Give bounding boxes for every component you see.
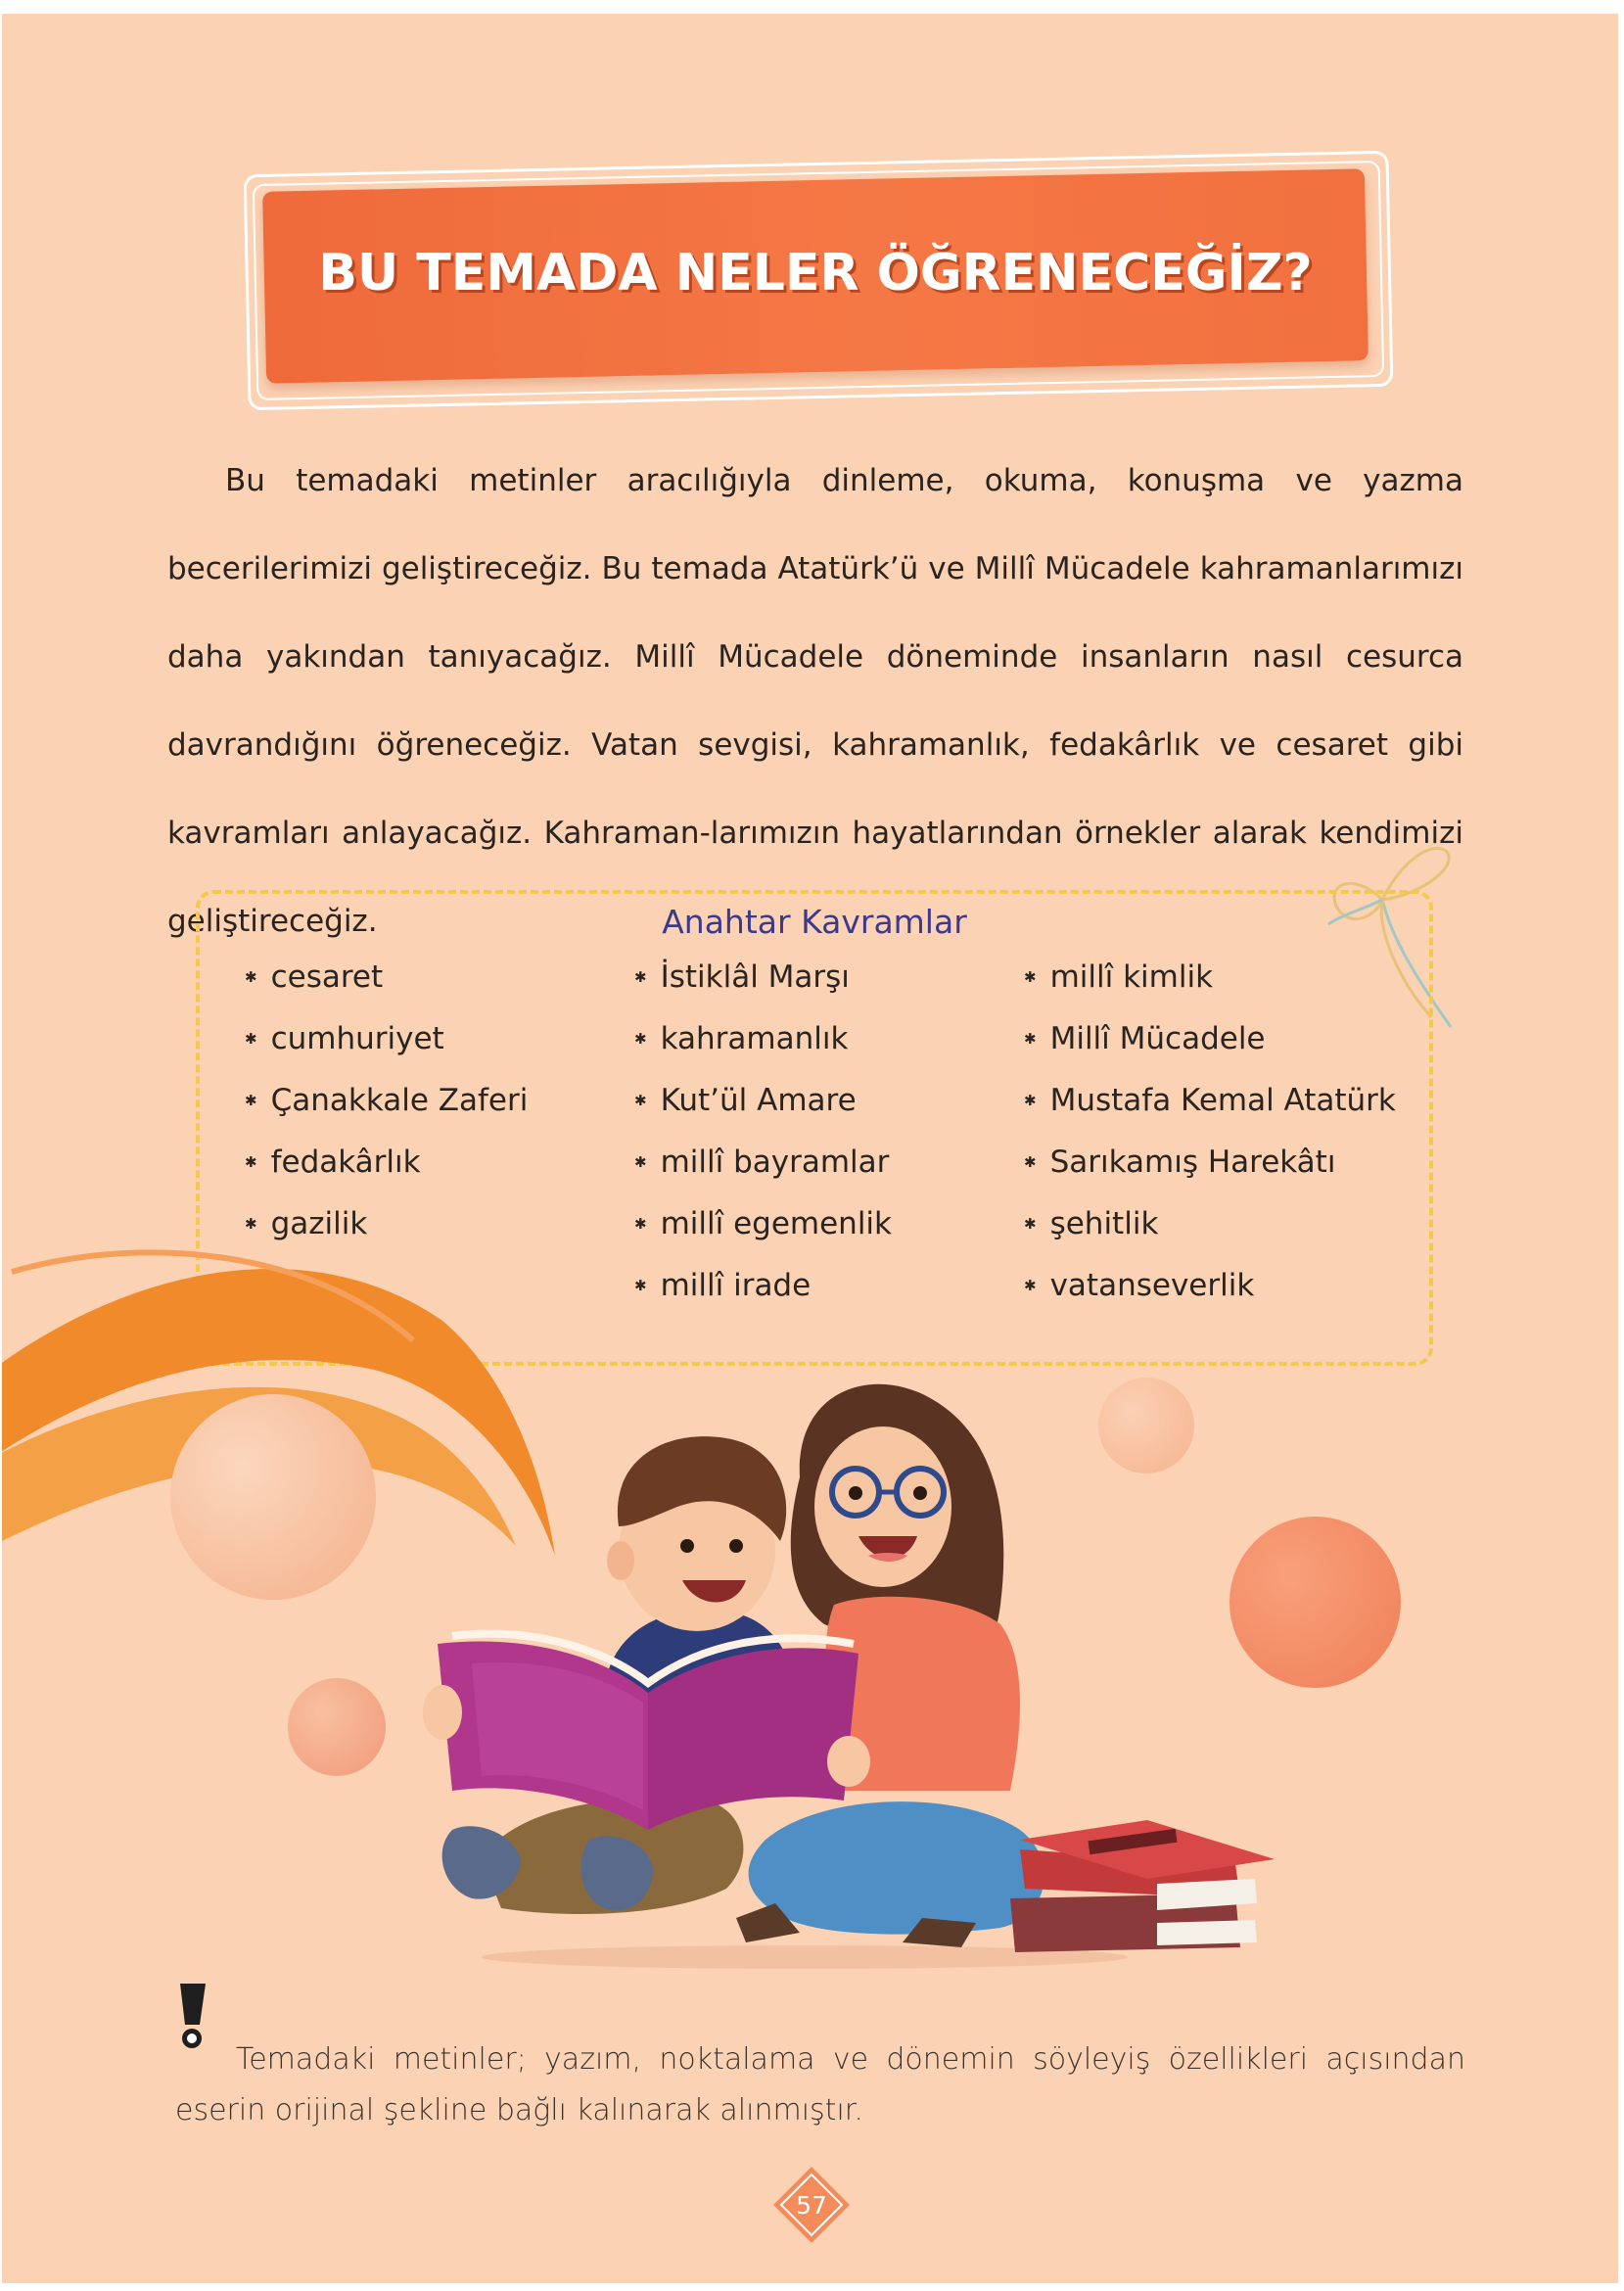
key-concept-item: ✱ cumhuriyet [245,1021,528,1083]
key-concepts-column-1 [245,959,528,1268]
decorative-circle [170,1394,376,1600]
key-concept-item: ✱ millî irade [634,1268,892,1330]
key-concept-item: ✱ şehitlik [1024,1206,1396,1268]
key-concept-item: ✱ millî kimlik [1024,959,1396,1021]
page-number: 57 [796,2191,827,2220]
key-concepts-column-3 [1024,959,1396,1330]
key-concept-item: ✱ Sarıkamış Harekâtı [1024,1145,1396,1206]
key-concept-item: ✱ kahramanlık [634,1021,892,1083]
children-reading-illustration [413,1370,1314,1977]
key-concept-item: ✱ Kut’ül Amare [634,1083,892,1145]
page-title: BU TEMADA NELER ÖĞRENECEĞİZ? [318,244,1313,303]
decorative-circle [288,1678,386,1776]
key-concept-item: ✱ Mustafa Kemal Atatürk [1024,1083,1396,1145]
key-concepts-column-2 [634,959,892,1330]
key-concept-item: ✱ gazilik [245,1206,528,1268]
note-text: Temadaki metinler; yazım, noktalama ve dönemin söyleyiş özellikleri açısından eserin orijinal şekline bağlı kalınarak alınmıştır. [175,2042,1465,2127]
key-concept-item: ✱ Millî Mücadele [1024,1021,1396,1083]
key-concept-item: ✱ millî bayramlar [634,1145,892,1206]
key-concept-item: ✱ fedakârlık [245,1145,528,1206]
key-concept-item: ✱ İstiklâl Marşı [634,959,892,1021]
key-concept-item: ✱ vatanseverlik [1024,1268,1396,1330]
intro-paragraph: Bu temadaki metinler aracılığıyla dinleme, okuma, konuşma ve yazma becerilerimizi geliştireceğiz. Bu temada Atatürk’ü ve Millî Mücadele kahramanlarımızı daha yakından tanıyacağız. Millî Mücadele döneminde insanların nasıl cesurca davrandığını öğreneceğiz. Vatan sevgisi, kahramanlık, fedakârlık ve cesaret gibi kavramları anlayacağız. Kahraman-larımızın hayatlarından örnekler alarak kendimizi geliştireceğiz. [167,463,1463,939]
key-concept-item: ✱ millî egemenlik [634,1206,892,1268]
key-concept-item: ✱ cesaret [245,959,528,1021]
key-concepts-title: Anahtar Kavramlar [662,903,967,941]
key-concept-item: ✱ Çanakkale Zaferi [245,1083,528,1145]
page [2,14,1618,2283]
